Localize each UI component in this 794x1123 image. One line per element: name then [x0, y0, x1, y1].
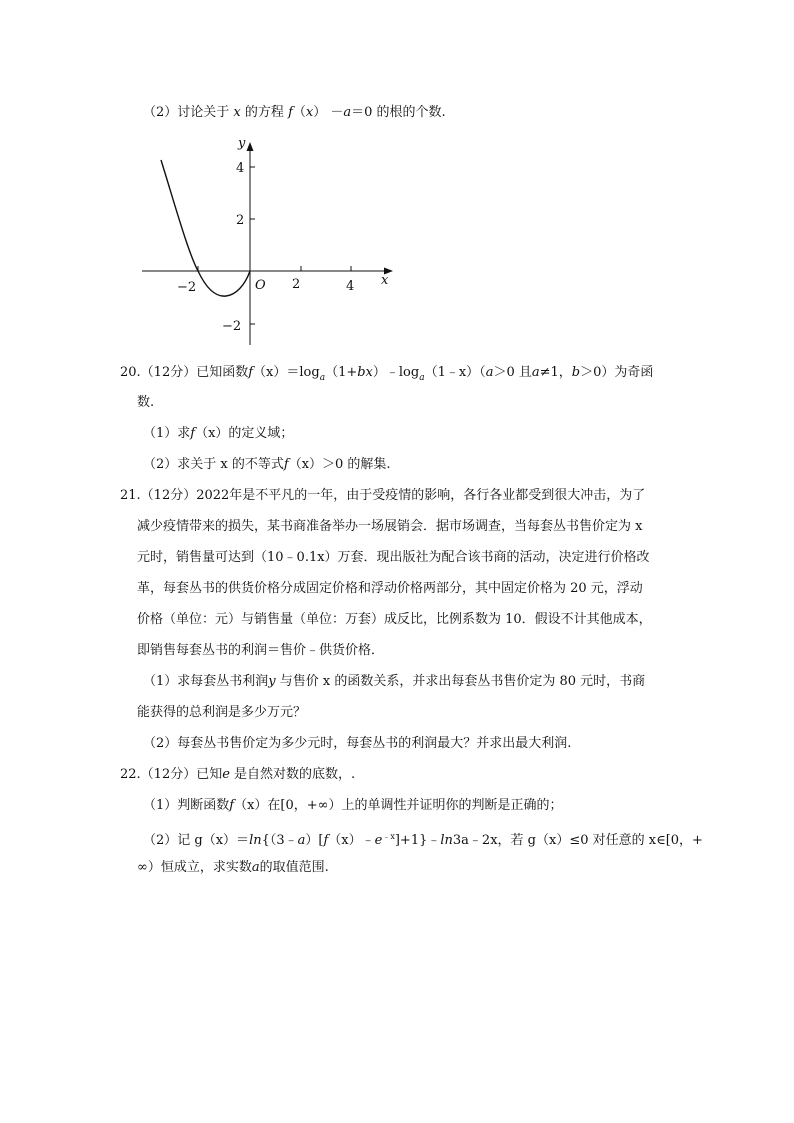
- fn-ln: ln: [249, 833, 262, 848]
- text-segment: ≠1，: [539, 365, 572, 380]
- text-segment: （: [292, 105, 306, 120]
- text-segment: （1）求每套丛书利润: [143, 674, 269, 689]
- text-segment: ）﹣log: [372, 365, 420, 380]
- q20-line1: [120, 364, 653, 387]
- text-segment: （1﹣x）（: [424, 365, 486, 380]
- q20-sub1: [143, 425, 293, 443]
- text-segment: （x）﹣: [328, 833, 375, 848]
- q22-sub2-cont: [137, 859, 329, 877]
- var-a: a: [251, 860, 260, 875]
- q22-line1: [120, 766, 355, 784]
- var-f: f: [248, 365, 254, 380]
- y-tick-label-4: 4: [236, 161, 245, 176]
- q21-line3: 元时，销售量可达到（10﹣0.1x）万套．现出版社为配合该书商的活动，决定进行价格改: [137, 550, 650, 565]
- var-e: e: [222, 767, 230, 782]
- text-segment: ＞0 且: [493, 365, 532, 380]
- y-tick-label-2: 2: [236, 213, 245, 228]
- text-segment: ＝log: [286, 365, 320, 380]
- text-segment: 的取值范围.: [259, 860, 329, 875]
- text-segment: {（3﹣: [261, 833, 298, 848]
- var-x: x: [233, 105, 241, 120]
- x-axis-label: x: [381, 273, 389, 288]
- q21-sub1-cont: 能获得的总利润是多少万元？: [137, 705, 307, 720]
- y-axis-arrow: [247, 142, 254, 151]
- var-y: y: [268, 674, 276, 689]
- q22-sub2: [143, 828, 703, 850]
- x-tick-label-4: 4: [346, 279, 355, 294]
- exponent: ﹣x: [382, 832, 395, 841]
- text-segment: （1+: [325, 365, 358, 380]
- var-a: a: [343, 105, 352, 120]
- log-base: a: [319, 373, 326, 383]
- y-tick-label-neg2: −2: [222, 319, 242, 334]
- text-segment: ＝0 的根的个数.: [351, 105, 446, 120]
- text-segment: 20.（12分）已知函数: [120, 365, 249, 380]
- text-segment: ＞0）为奇函: [580, 365, 654, 380]
- q21-line4: 革，每套丛书的供货价格分成固定价格和浮动价格两部分，其中固定价格为 20 元，浮动: [137, 581, 643, 596]
- text-segment: 与售价 x 的函数关系，并求出每套丛书售价定为 80 元时，书商: [275, 674, 646, 689]
- text-segment: －: [326, 105, 344, 120]
- text-segment: （2）求关于 x 的不等式: [143, 457, 284, 472]
- origin-label: O: [255, 278, 266, 293]
- text-segment: 3a﹣2x，若 g（x）≤0 对任意的 x∈[0，+: [452, 833, 703, 848]
- text-segment: （1）判断函数: [143, 798, 230, 813]
- var-a: a: [531, 365, 540, 380]
- log-base: a: [419, 373, 425, 383]
- var-f: f: [190, 426, 196, 441]
- function-curve: [161, 160, 250, 296]
- var-f: f: [229, 798, 235, 813]
- var-bx: bx: [357, 365, 373, 380]
- text-segment: （1）求: [143, 426, 191, 441]
- text-segment: （x）在[0，+∞）上的单调性并证明你的判断是正确的；: [234, 798, 563, 813]
- q20-sub2: [143, 456, 391, 474]
- text-segment: 22.（12分）已知: [120, 767, 223, 782]
- q21-line5: 价格（单位：元）与销售量（单位：万套）成反比，比例系数为 10．假设不计其他成本，: [137, 612, 652, 627]
- var-b: b: [571, 365, 581, 380]
- q21-sub1: [143, 673, 645, 691]
- q22-sub1: [143, 797, 563, 815]
- x-tick-label-neg2: −2: [177, 280, 197, 295]
- var-x: x: [305, 105, 314, 120]
- var-f: f: [283, 457, 289, 472]
- fn-ln: ln: [440, 833, 453, 848]
- text-segment: ∞）恒成立，求实数: [137, 860, 252, 875]
- y-axis-label: y: [238, 136, 246, 151]
- text-segment: ]+1}﹣: [394, 833, 441, 848]
- text-segment: （x）＞0 的解集.: [288, 457, 391, 472]
- var-f: f: [323, 833, 329, 848]
- q21-sub2: （2）每套丛书售价定为多少元时，每套丛书的利润最大？并求出最大利润.: [143, 736, 572, 751]
- x-tick-label-2: 2: [292, 277, 301, 292]
- text-segment: ）: [313, 105, 327, 120]
- q21-line2: 减少疫情带来的损失，某书商准备举办一场展销会．据市场调查，当每套丛书售价定为 x: [137, 519, 643, 534]
- var-f: f: [288, 105, 293, 120]
- var-e: e: [374, 833, 383, 848]
- text-segment: 的方程: [244, 105, 284, 120]
- var-a: a: [297, 833, 306, 848]
- q20-line2: 数.: [137, 395, 155, 410]
- var-a: a: [485, 365, 494, 380]
- q21-line6: 即销售每套丛书的利润＝售价﹣供货价格．: [137, 643, 385, 658]
- q21-line1: 21.（12分）2022年是不平凡的一年，由于受疫情的影响，各行各业都受到很大冲击，为了: [120, 488, 646, 503]
- text-segment: 是自然对数的底数，.: [229, 767, 356, 782]
- text-segment: （2）讨论关于: [143, 105, 230, 120]
- text-segment: （2）记 g（x）＝: [143, 833, 250, 848]
- text-segment: ）[: [305, 833, 324, 848]
- text-segment: （x）的定义域；: [195, 426, 294, 441]
- text-segment: （x）: [253, 365, 287, 380]
